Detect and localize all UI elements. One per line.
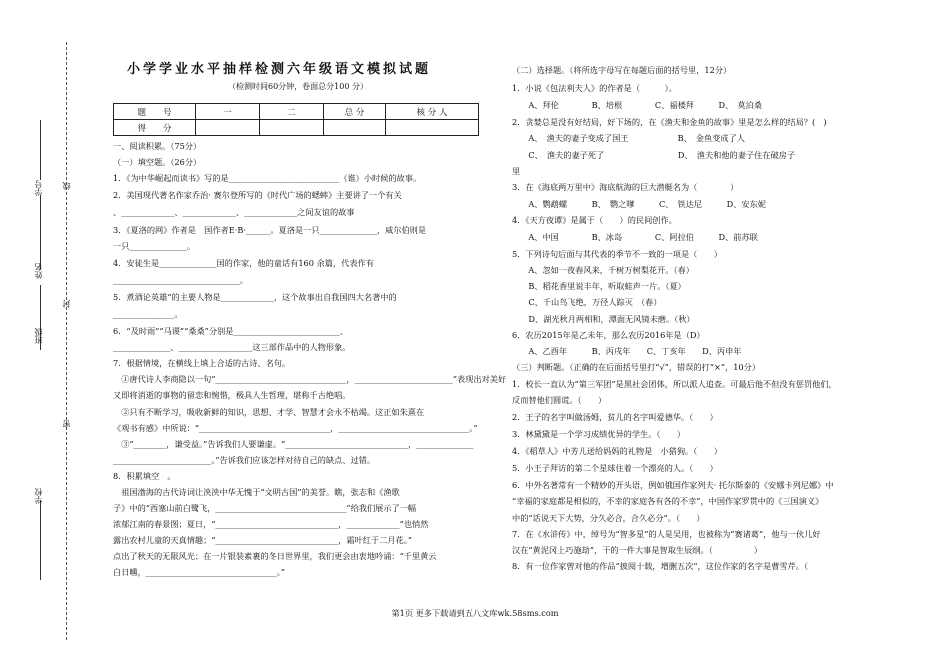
question-line: A、鹦鹉螺 B、 鹦之嗲 C、 铁达尼 D、安东妮 xyxy=(512,199,766,209)
question-line: _______________________________。 xyxy=(113,275,249,285)
table-cell: 题 号 xyxy=(114,104,196,120)
question-line: 反而替他们圆谎。（ ） xyxy=(512,395,607,405)
margin-label-xuehao: 学号 xyxy=(34,180,43,196)
margin-underline xyxy=(40,120,41,180)
question-line: 露出农村儿童的天真情趣；“______________________________，霜叶红于二月花。” xyxy=(113,535,413,545)
question-line: A、忽如一夜春风来，千树万树梨花开。（春） xyxy=(512,265,694,275)
question-line: ②只有不断学习，吸收新鲜的知识，思想、才学、智慧才会永不枯竭。这正如朱熹在 xyxy=(113,407,425,417)
question-line: A、 渔夫的妻子变成了国王 B、 金鱼变成了人 xyxy=(512,133,745,143)
question-line: 中的“话说天下大势，分久必合，合久必分”。（ ） xyxy=(512,513,705,523)
binding-dashed-line xyxy=(66,42,67,640)
question-line: ________________________。”告诉我们应该怎样对待自己的缺点、过错。 xyxy=(113,455,376,465)
question-line: 《观书有感》中所说：“________________________________，________________________________。” xyxy=(113,423,478,433)
score-input-cell[interactable] xyxy=(196,120,260,136)
question-line: 浓郁江南的春景图；夏日，“______________________________，_____________”也悄然 xyxy=(113,519,429,529)
question-line: B、稻花香里说丰年，听取蛙声一片。（夏） xyxy=(512,281,686,291)
section-heading: （二）选择题。（将所选字母写在每题后面的括号里，12分） xyxy=(512,65,732,75)
question-line: 2．美国现代著名作家乔治· 赛尔登所写的《时代广场的蟋蟀》主要讲了一个有关 xyxy=(113,190,402,200)
question-line: 点出了秋天的无限风光；在一片银装素裹的冬日世界里，我们更会由衷地吟诵：“千里黄云 xyxy=(113,551,437,561)
margin-label-banji: 班级 xyxy=(34,328,43,344)
table-cell: 二 xyxy=(260,104,324,120)
question-line: 子》中的“西塞山前白鹭飞，________________________________”给我们展示了一幅 xyxy=(113,503,417,513)
question-line: “幸福的家庭都是相似的，不幸的家庭各有各的不幸”，中国作家罗贯中的《三国演义》 xyxy=(512,496,824,506)
question-line: C、 渔夫的妻子死了 D、 渔夫和他的妻子住在破房子 xyxy=(512,150,796,160)
table-cell: 总 分 xyxy=(324,104,386,120)
score-input-cell[interactable] xyxy=(386,120,479,136)
margin-label-feng: 封 xyxy=(62,300,71,308)
question-line: A、中国 B、冰岛 C、阿拉伯 D、前苏联 xyxy=(512,232,758,242)
margin-label-xuexiao: 学校 xyxy=(34,488,43,504)
question-line: 1．校长一直认为“第三军团”是黑社会团体，所以派人追查。可最后他不但没有惩罚他们， xyxy=(512,379,837,389)
page-subtitle: （检测时间60分钟，卷面总分100 分） xyxy=(228,82,368,91)
score-table xyxy=(113,103,479,136)
table-cell: 一 xyxy=(196,104,260,120)
margin-label-xian: 线 xyxy=(62,182,71,190)
score-input-cell[interactable] xyxy=(324,120,386,136)
question-line: 祖国渤海的古代诗词让泱泱中华无愧于“文明古国”的美誉。瞧，张志和《渔歌 xyxy=(113,487,400,497)
question-line: 5．煮酒论英雄”的主要人物是_____________，这个故事出自我国四大名著中的 xyxy=(113,292,397,302)
question-line: 4．安徒生是______________国的作家，他的童话有160 余篇，代表作有 xyxy=(113,258,374,268)
question-line: 1．小说《包法利夫人》的作者是（ ）。 xyxy=(512,83,677,93)
question-line: 白日曛，________________________________。” xyxy=(113,567,286,577)
subsection-heading: （一）填空题。（26分） xyxy=(113,157,202,167)
question-line: ③“________，谦受益。”告诉我们人要谦虚。“______________________________，______________ xyxy=(113,439,474,449)
page-title: 小学学业水平抽样检测六年级语文模拟试题 xyxy=(127,62,432,77)
score-input-cell[interactable] xyxy=(260,120,324,136)
question-line: 6．“及时雨”“马谡”“桑桑”分别是__________________________、 xyxy=(113,326,349,336)
question-line: 2．王子的名字叫做汤姆，贫儿的名字叫爱德华。（ ） xyxy=(512,412,718,422)
margin-label-xingming: 姓名 xyxy=(34,263,43,279)
table-row xyxy=(114,104,479,120)
question-line: 5．小王子拜访的第二个星球住着一个漂亮的人。（ ） xyxy=(512,463,718,473)
question-line: 3．《夏洛的网》作者是 国作者E·B·______。夏洛是一只______________，威尔伯则是 xyxy=(113,225,427,235)
question-line: _______________。 xyxy=(113,309,183,319)
question-line: 4．《稻草人》中芳儿送给妈妈的礼物是 小猎狗。（ ） xyxy=(512,446,722,456)
question-line: 汉在“黄泥冈上巧施劫”，干的一件大事是智取生辰纲。（ ） xyxy=(512,545,762,555)
question-line: 、_____________、_____________、_____________之间友谊的故事 xyxy=(113,207,355,217)
table-row xyxy=(114,120,479,136)
question-line: 又即将消逝的事物的留恋和惋惜，极具人生哲理，堪称千古绝唱。 xyxy=(113,390,351,400)
question-line: 3．林黛黛是一个学习成绩优异的学生。（ ） xyxy=(512,429,686,439)
question-line: 1．《为中华崛起而读书》写的是___________________________（谁）小时候的故事。 xyxy=(113,173,422,183)
question-line: 里 xyxy=(512,166,521,176)
question-line: A、拜伦 B、培根 C、福楼拜 D、 莫泊桑 xyxy=(512,100,762,110)
question-line: A、乙酉年 B、丙戌年 C、丁亥年 D、丙申年 xyxy=(512,346,742,356)
question-line: 6．农历2015年是乙未年，那么农历2016年是（D） xyxy=(512,330,705,340)
question-line: D、湖光秋月两相和，潭面无风镜未磨。（秋） xyxy=(512,314,695,324)
margin-underline xyxy=(40,195,41,270)
page-footer: 第1页 更多下载请到五八文库wk.58sms.com xyxy=(391,608,559,618)
question-line: ______________、__________________这三部作品中的人物形象。 xyxy=(113,342,351,352)
question-line: ①唐代诗人李商隐以一句“________________________________，________________________”表现出对美好 xyxy=(113,374,507,384)
margin-label-mi: 密 xyxy=(62,420,71,428)
question-line: 7．在《水浒传》中，绰号为“智多星”的人是吴用，也被称为“赛诸葛”，他与一伙儿好 xyxy=(512,529,821,539)
question-line: 4．《天方夜谭》是属于（ ）的民间创作。 xyxy=(512,215,677,225)
section-heading: 一、阅读积累。（75分） xyxy=(113,141,202,151)
question-line: 5．下列诗句后面与其代表的季节不一致的一项是（ ） xyxy=(512,249,722,259)
question-line: 8．有一位作家曾对他的作品“披阅十载，增删五次”，这位作家的名字是曹雪芹。（ xyxy=(512,561,809,571)
table-cell: 得 分 xyxy=(114,120,196,136)
question-line: 6．中外名著常有一个精妙的开头语，例如俄国作家列夫· 托尔斯泰的《安娜卡列尼娜》中 xyxy=(512,480,834,490)
question-line: C、千山鸟飞绝，万径人踪灭 （春） xyxy=(512,297,662,307)
margin-underline xyxy=(40,500,41,580)
question-line: 7．根据情境，在横线上填上合适的古诗、名句。 xyxy=(113,358,291,368)
section-heading: （三）判断题。（正确的在后面括号里打“√”，错误的打“×”，10分） xyxy=(512,362,761,372)
question-line: 3．在《海底两万里中》海底航海的巨大潜艇名为（ ） xyxy=(512,182,739,192)
question-line: 2．贪婪总是没有好结局，好下场的，在《渔夫和金鱼的故事》里是怎么样的结局？( ) xyxy=(512,117,827,127)
question-line: 8．积累填空 。 xyxy=(113,471,176,481)
table-cell: 核 分 人 xyxy=(386,104,479,120)
question-line: 一只______________。 xyxy=(113,241,195,251)
